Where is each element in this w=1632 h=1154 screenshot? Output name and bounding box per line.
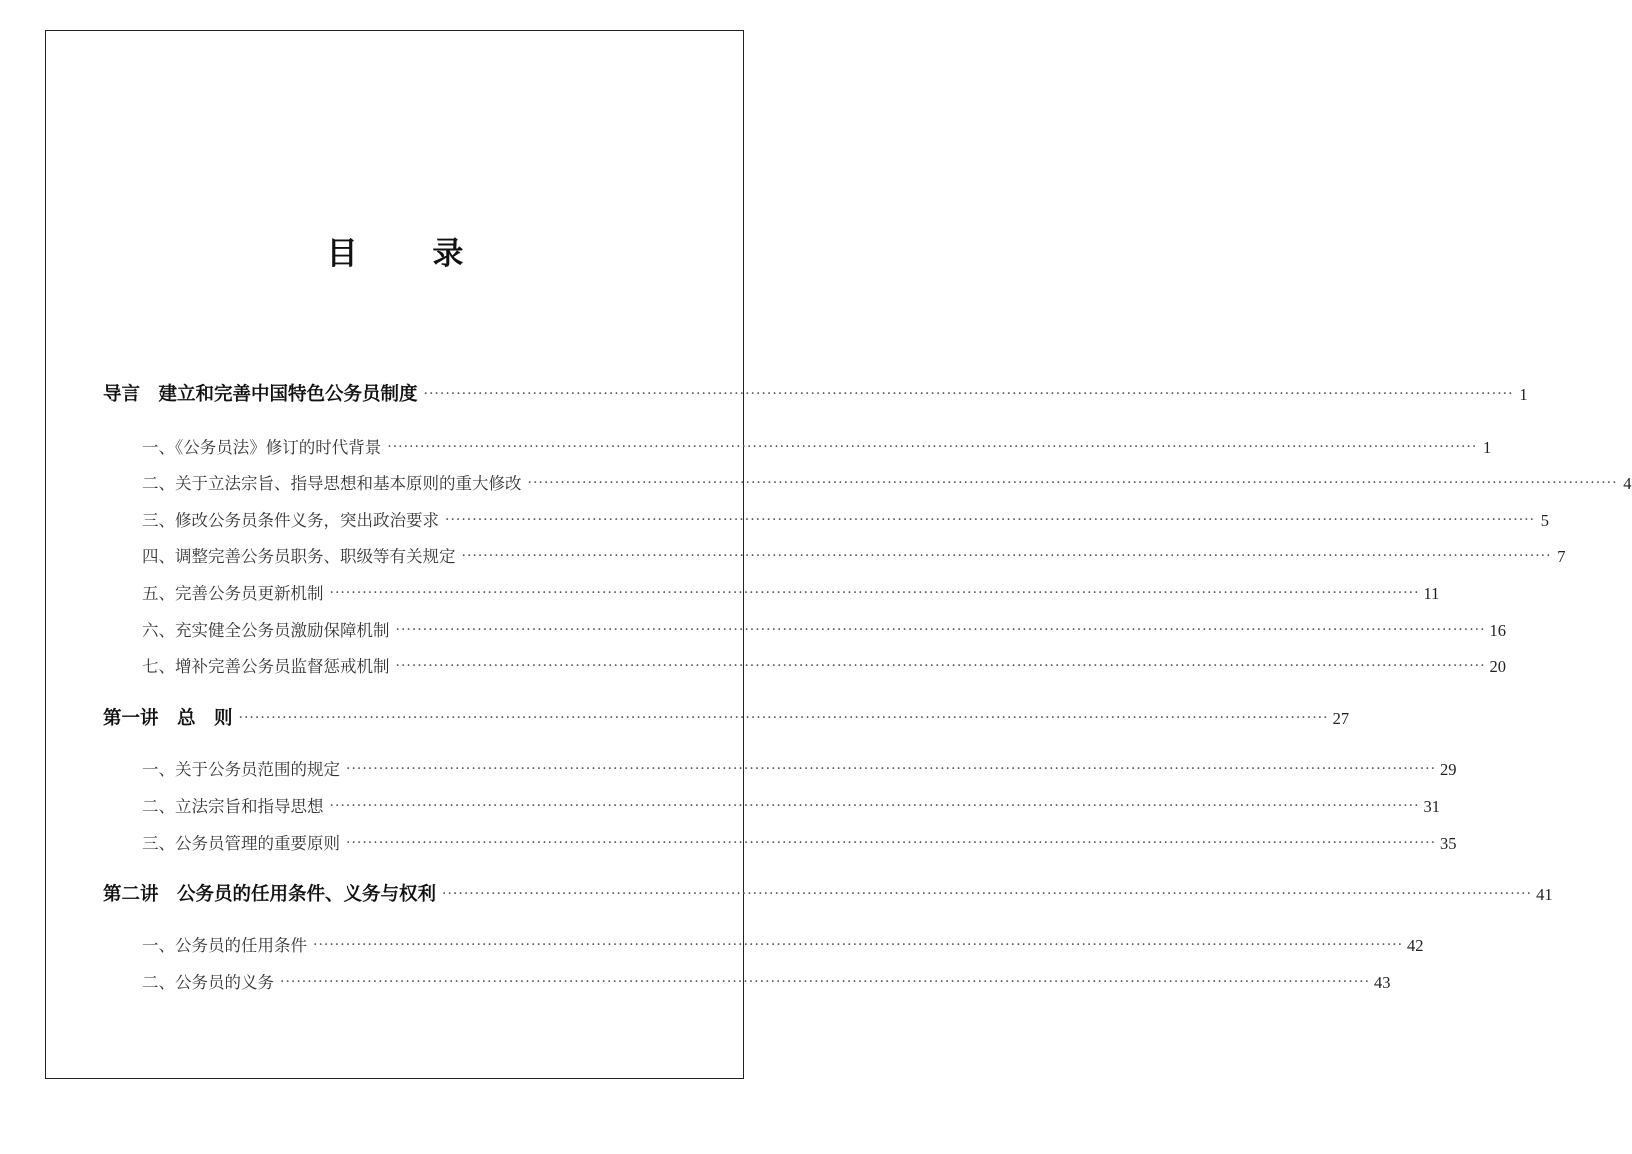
toc-page-number: 7 <box>1557 547 1566 566</box>
toc-leader-dots: ········································································································································································································ <box>238 710 1329 726</box>
toc-entry-label: 五、完善公务员更新机制 <box>142 584 324 603</box>
toc-leader-dots: ········································································································································································································ <box>329 798 1420 814</box>
toc-page-number: 42 <box>1407 936 1424 955</box>
toc-page-number: 5 <box>1540 511 1550 530</box>
toc-entry-label: 一、公务员的任用条件 <box>142 936 307 955</box>
toc-entry-label: 导言 建立和完善中国特色公务员制度 <box>103 384 418 405</box>
toc-page-number: 41 <box>1536 885 1553 904</box>
toc-entry-label: 二、立法宗旨和指导思想 <box>142 797 324 816</box>
toc-page-number: 27 <box>1332 709 1350 728</box>
toc-entry-label: 第二讲 公务员的任用条件、义务与权利 <box>103 884 437 905</box>
toc-section[interactable] <box>142 756 1457 780</box>
toc-leader-dots: ········································································································································································································ <box>423 386 1514 402</box>
toc-leader-dots: ········································································································································································································ <box>395 658 1486 674</box>
toc-page-number: 35 <box>1440 834 1457 853</box>
toc-entry-label: 二、公务员的义务 <box>142 973 274 992</box>
toc-section[interactable] <box>142 470 1632 494</box>
toc-leader-dots: ········································································································································································································ <box>461 548 1552 564</box>
toc-section[interactable] <box>142 969 1391 993</box>
toc-entry-label: 四、调整完善公务员职务、职级等有关规定 <box>142 547 456 566</box>
toc-page-number: 31 <box>1423 797 1441 816</box>
toc-entry-label: 七、增补完善公务员监督惩戒机制 <box>142 657 390 676</box>
toc-title: 目 录 <box>326 236 496 272</box>
toc-leader-dots: ········································································································································································································ <box>442 886 1533 902</box>
toc-section[interactable] <box>142 434 1492 458</box>
toc-leader-dots: ········································································································································································································ <box>445 512 1536 528</box>
toc-leader-dots: ········································································································································································································ <box>313 937 1404 953</box>
toc-page-number: 4 <box>1623 474 1632 493</box>
toc-entry-label: 一、关于公务员范围的规定 <box>142 760 340 779</box>
toc-page-number: 11 <box>1423 584 1440 603</box>
toc-chapter-2[interactable] <box>103 880 1553 906</box>
toc-section[interactable] <box>142 543 1566 567</box>
toc-entry-label: 六、充实健全公务员激励保障机制 <box>142 621 390 640</box>
toc-entry-label: 三、修改公务员条件义务，突出政治要求 <box>142 511 439 530</box>
toc-leader-dots: ········································································································································································································ <box>329 585 1420 601</box>
toc-page-number: 1 <box>1483 438 1492 457</box>
toc-chapter-intro[interactable] <box>103 380 1528 406</box>
toc-page-number: 16 <box>1489 621 1507 640</box>
toc-section[interactable] <box>142 580 1440 604</box>
toc-leader-dots: ········································································································································································································ <box>527 475 1618 491</box>
toc-page-number: 29 <box>1440 760 1457 779</box>
toc-leader-dots: ········································································································································································································ <box>346 835 1437 851</box>
toc-section[interactable] <box>142 653 1507 677</box>
toc-page-number: 1 <box>1519 385 1528 404</box>
toc-leader-dots: ········································································································································································································ <box>387 439 1478 455</box>
toc-section[interactable] <box>142 617 1507 641</box>
toc-page-number: 43 <box>1374 973 1391 992</box>
toc-entry-label: 二、关于立法宗旨、指导思想和基本原则的重大修改 <box>142 474 522 493</box>
toc-leader-dots: ········································································································································································································ <box>346 761 1437 777</box>
toc-section[interactable] <box>142 932 1424 956</box>
toc-leader-dots: ········································································································································································································ <box>280 974 1371 990</box>
toc-section[interactable] <box>142 793 1441 817</box>
toc-section[interactable] <box>142 830 1457 854</box>
toc-entry-label: 一、《公务员法》修订的时代背景 <box>142 438 382 457</box>
toc-leader-dots: ········································································································································································································ <box>395 622 1486 638</box>
toc-entry-label: 第一讲 总 则 <box>103 708 233 729</box>
toc-page-number: 20 <box>1489 657 1507 676</box>
toc-entry-label: 三、公务员管理的重要原则 <box>142 834 340 853</box>
toc-chapter-1[interactable] <box>103 704 1350 730</box>
toc-section[interactable] <box>142 507 1550 531</box>
